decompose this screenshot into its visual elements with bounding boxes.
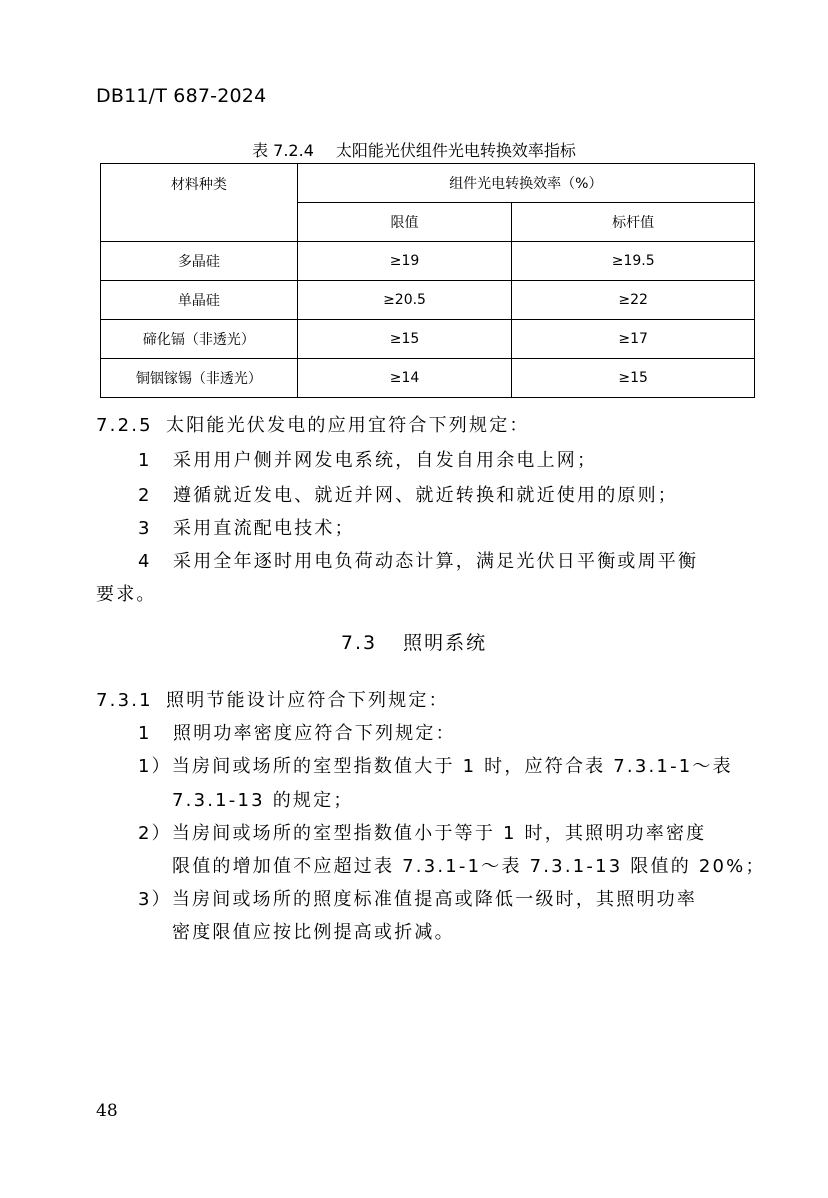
cell-material: 单晶硅: [101, 281, 298, 320]
item-text: 采用全年逐时用电负荷动态计算，满足光伏日平衡或周平衡: [173, 551, 699, 572]
cell-benchmark: ≥19.5: [512, 242, 755, 281]
efficiency-table: [100, 163, 755, 398]
cell-benchmark: ≥17: [512, 320, 755, 359]
item-text: 采用直流配电技术；: [173, 518, 355, 539]
cell-benchmark: ≥15: [512, 359, 755, 398]
item-number: 3: [138, 518, 152, 539]
header-efficiency-group: 组件光电转换效率（%）: [297, 164, 754, 203]
sub-item: [138, 752, 733, 778]
item-number: 4: [138, 551, 152, 572]
clause-text: 照明节能设计应符合下列规定：: [166, 690, 449, 711]
item-number: 2: [138, 485, 152, 506]
sub-item: [138, 885, 697, 911]
table-row: [101, 320, 755, 359]
sub-item-text: 当房间或场所的室型指数值大于 1 时，应符合表 7.3.1-1～表: [171, 756, 733, 777]
sub-item-text: 当房间或场所的室型指数值小于等于 1 时，其照明功率密度: [171, 823, 707, 844]
section-title: 照明系统: [403, 632, 488, 654]
cell-material: 铜铟镓锡（非透光）: [101, 359, 298, 398]
table-caption: [0, 138, 828, 161]
section-heading: [0, 628, 828, 655]
item-text: 遵循就近发电、就近并网、就近转换和就近使用的原则；: [173, 485, 678, 506]
table-row: [101, 242, 755, 281]
table-row: [101, 281, 755, 320]
clause-number: 7.2.5: [96, 415, 153, 436]
header-benchmark: 标杆值: [512, 203, 755, 242]
cell-material: 碲化镉（非透光）: [101, 320, 298, 359]
list-item-continuation: 要求。: [96, 584, 157, 605]
item-number: 1: [138, 723, 152, 744]
item-number: 1: [138, 450, 152, 471]
item-text: 采用用户侧并网发电系统，自发自用余电上网；: [173, 450, 598, 471]
list-item: [138, 719, 456, 745]
cell-limit: ≥19: [297, 242, 512, 281]
sub-item-number: 2）: [138, 823, 172, 844]
sub-item-number: 3）: [138, 889, 172, 910]
header-limit: 限值: [297, 203, 512, 242]
cell-benchmark: ≥22: [512, 281, 755, 320]
clause-7-3-1: [96, 686, 449, 712]
item-text: 照明功率密度应符合下列规定：: [173, 723, 456, 744]
list-item: [138, 446, 597, 472]
list-item: [138, 547, 698, 573]
page-number: 48: [96, 1101, 118, 1121]
document-code: DB11/T 687-2024: [96, 85, 267, 107]
list-item: [138, 481, 678, 507]
table-caption-title: 太阳能光伏组件光电转换效率指标: [335, 141, 576, 160]
table-caption-number: 表 7.2.4: [252, 141, 314, 160]
list-item: [138, 514, 355, 540]
sub-item-text: 当房间或场所的照度标准值提高或降低一级时，其照明功率: [171, 889, 698, 910]
clause-text: 太阳能光伏发电的应用宜符合下列规定：: [166, 415, 530, 436]
table-row: [101, 359, 755, 398]
cell-limit: ≥20.5: [297, 281, 512, 320]
sub-item-continuation: 限值的增加值不应超过表 7.3.1-1～表 7.3.1-13 限值的 20%；: [172, 856, 766, 877]
table-header-row: [101, 164, 755, 203]
cell-limit: ≥15: [297, 320, 512, 359]
cell-limit: ≥14: [297, 359, 512, 398]
clause-number: 7.3.1: [96, 690, 153, 711]
header-material-type: 材料种类: [101, 164, 298, 242]
sub-item-number: 1）: [138, 756, 172, 777]
sub-item-continuation: 密度限值应按比例提高或折减。: [172, 922, 455, 943]
cell-material: 多晶硅: [101, 242, 298, 281]
section-number: 7.3: [340, 632, 378, 654]
clause-7-2-5: [96, 411, 530, 437]
sub-item: [138, 819, 706, 845]
sub-item-continuation: 7.3.1-13 的规定；: [172, 790, 354, 811]
